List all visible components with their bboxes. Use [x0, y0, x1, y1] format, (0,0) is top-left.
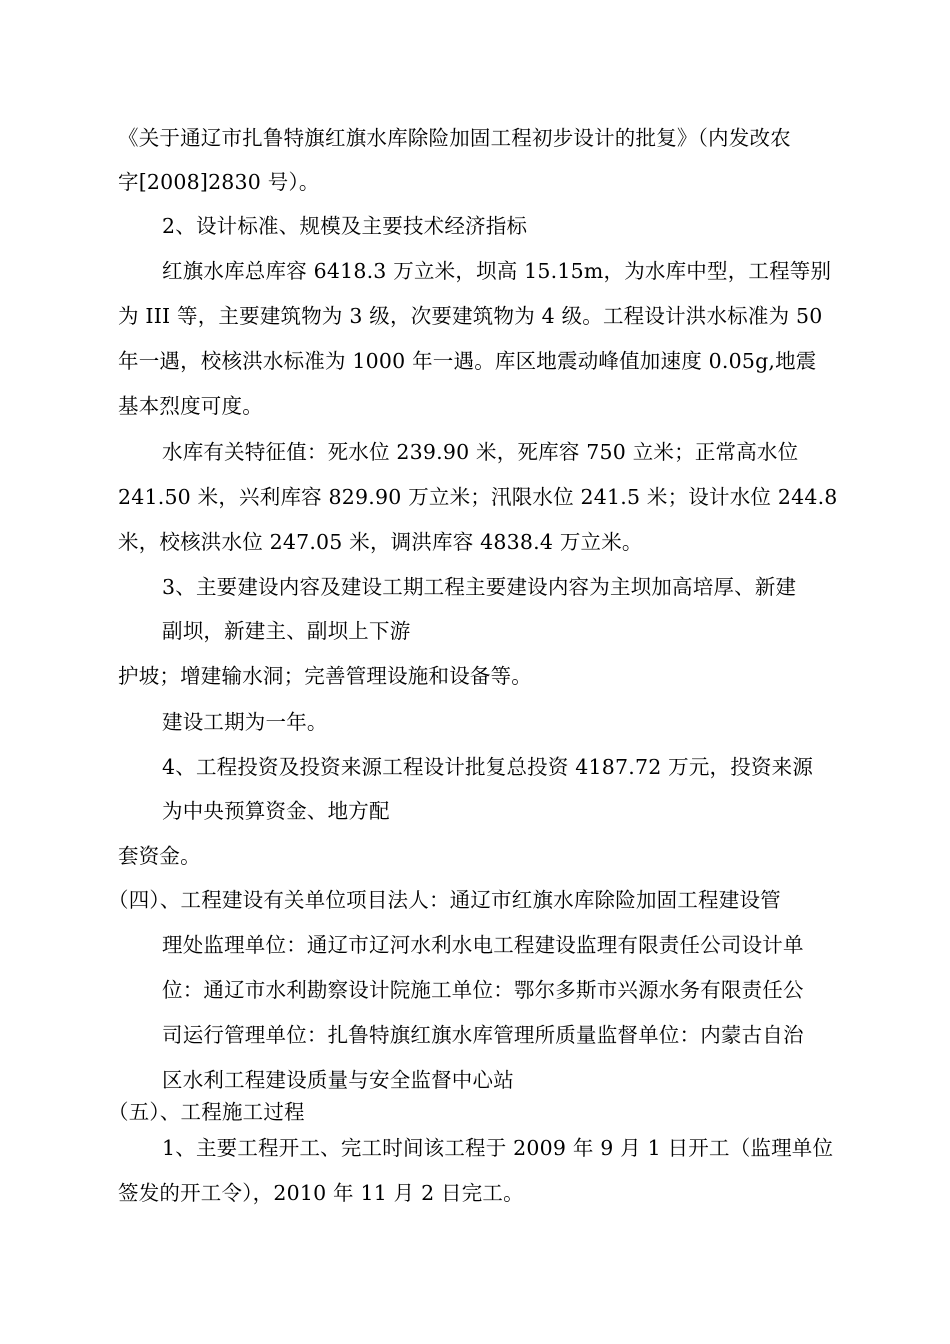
text-line: 理处监理单位：通辽市辽河水利水电工程建设监理有限责任公司设计单 — [162, 933, 804, 957]
section-heading: （五）、工程施工过程 — [108, 1100, 305, 1124]
text-line: 红旗水库总库容 6418.3 万立米，坝高 15.15m，为水库中型，工程等别 — [162, 259, 832, 283]
text-line: 1、主要工程开工、完工时间该工程于 2009 年 9 月 1 日开工（监理单位 — [162, 1136, 834, 1160]
text-line: 字[2008]2830 号）。 — [118, 170, 320, 194]
text-line: 基本烈度可度。 — [118, 394, 263, 418]
text-line: 《关于通辽市扎鲁特旗红旗水库除险加固工程初步设计的批复》（内发改农 — [118, 126, 791, 150]
text-line: 签发的开工令），2010 年 11 月 2 日完工。 — [118, 1181, 524, 1205]
text-line: 护坡；增建输水洞；完善管理设施和设备等。 — [118, 664, 532, 688]
text-line: 为 III 等，主要建筑物为 3 级，次要建筑物为 4 级。工程设计洪水标准为 50 — [118, 304, 823, 328]
text-line: 司运行管理单位：扎鲁特旗红旗水库管理所质量监督单位：内蒙古自治 — [162, 1023, 804, 1047]
text-line: 米，校核洪水位 247.05 米，调洪库容 4838.4 万立米。 — [118, 530, 643, 554]
text-line: 4、工程投资及投资来源工程设计批复总投资 4187.72 万元，投资来源 — [162, 755, 814, 779]
text-line: 3、主要建设内容及建设工期工程主要建设内容为主坝加高培厚、新建 — [162, 575, 797, 599]
text-line: 位：通辽市水利勘察设计院施工单位：鄂尔多斯市兴源水务有限责任公 — [162, 978, 804, 1002]
text-line: 套资金。 — [118, 844, 201, 868]
text-line: 241.50 米，兴利库容 829.90 万立米；汛限水位 241.5 米；设计水位 244.8 — [118, 485, 838, 509]
text-line: 为中央预算资金、地方配 — [162, 799, 390, 823]
text-line: 副坝，新建主、副坝上下游 — [162, 619, 411, 643]
text-line: 区水利工程建设质量与安全监督中心站 — [162, 1068, 514, 1092]
text-line: 2、设计标准、规模及主要技术经济指标 — [162, 214, 528, 238]
text-line: 水库有关特征值：死水位 239.90 米，死库容 750 立米；正常高水位 — [162, 440, 799, 464]
text-line: 年一遇，校核洪水标准为 1000 年一遇。库区地震动峰值加速度 0.05g,地震 — [118, 349, 817, 373]
section-heading: （四）、工程建设有关单位项目法人：通辽市红旗水库除险加固工程建设管 — [108, 888, 781, 912]
text-line: 建设工期为一年。 — [162, 710, 328, 734]
